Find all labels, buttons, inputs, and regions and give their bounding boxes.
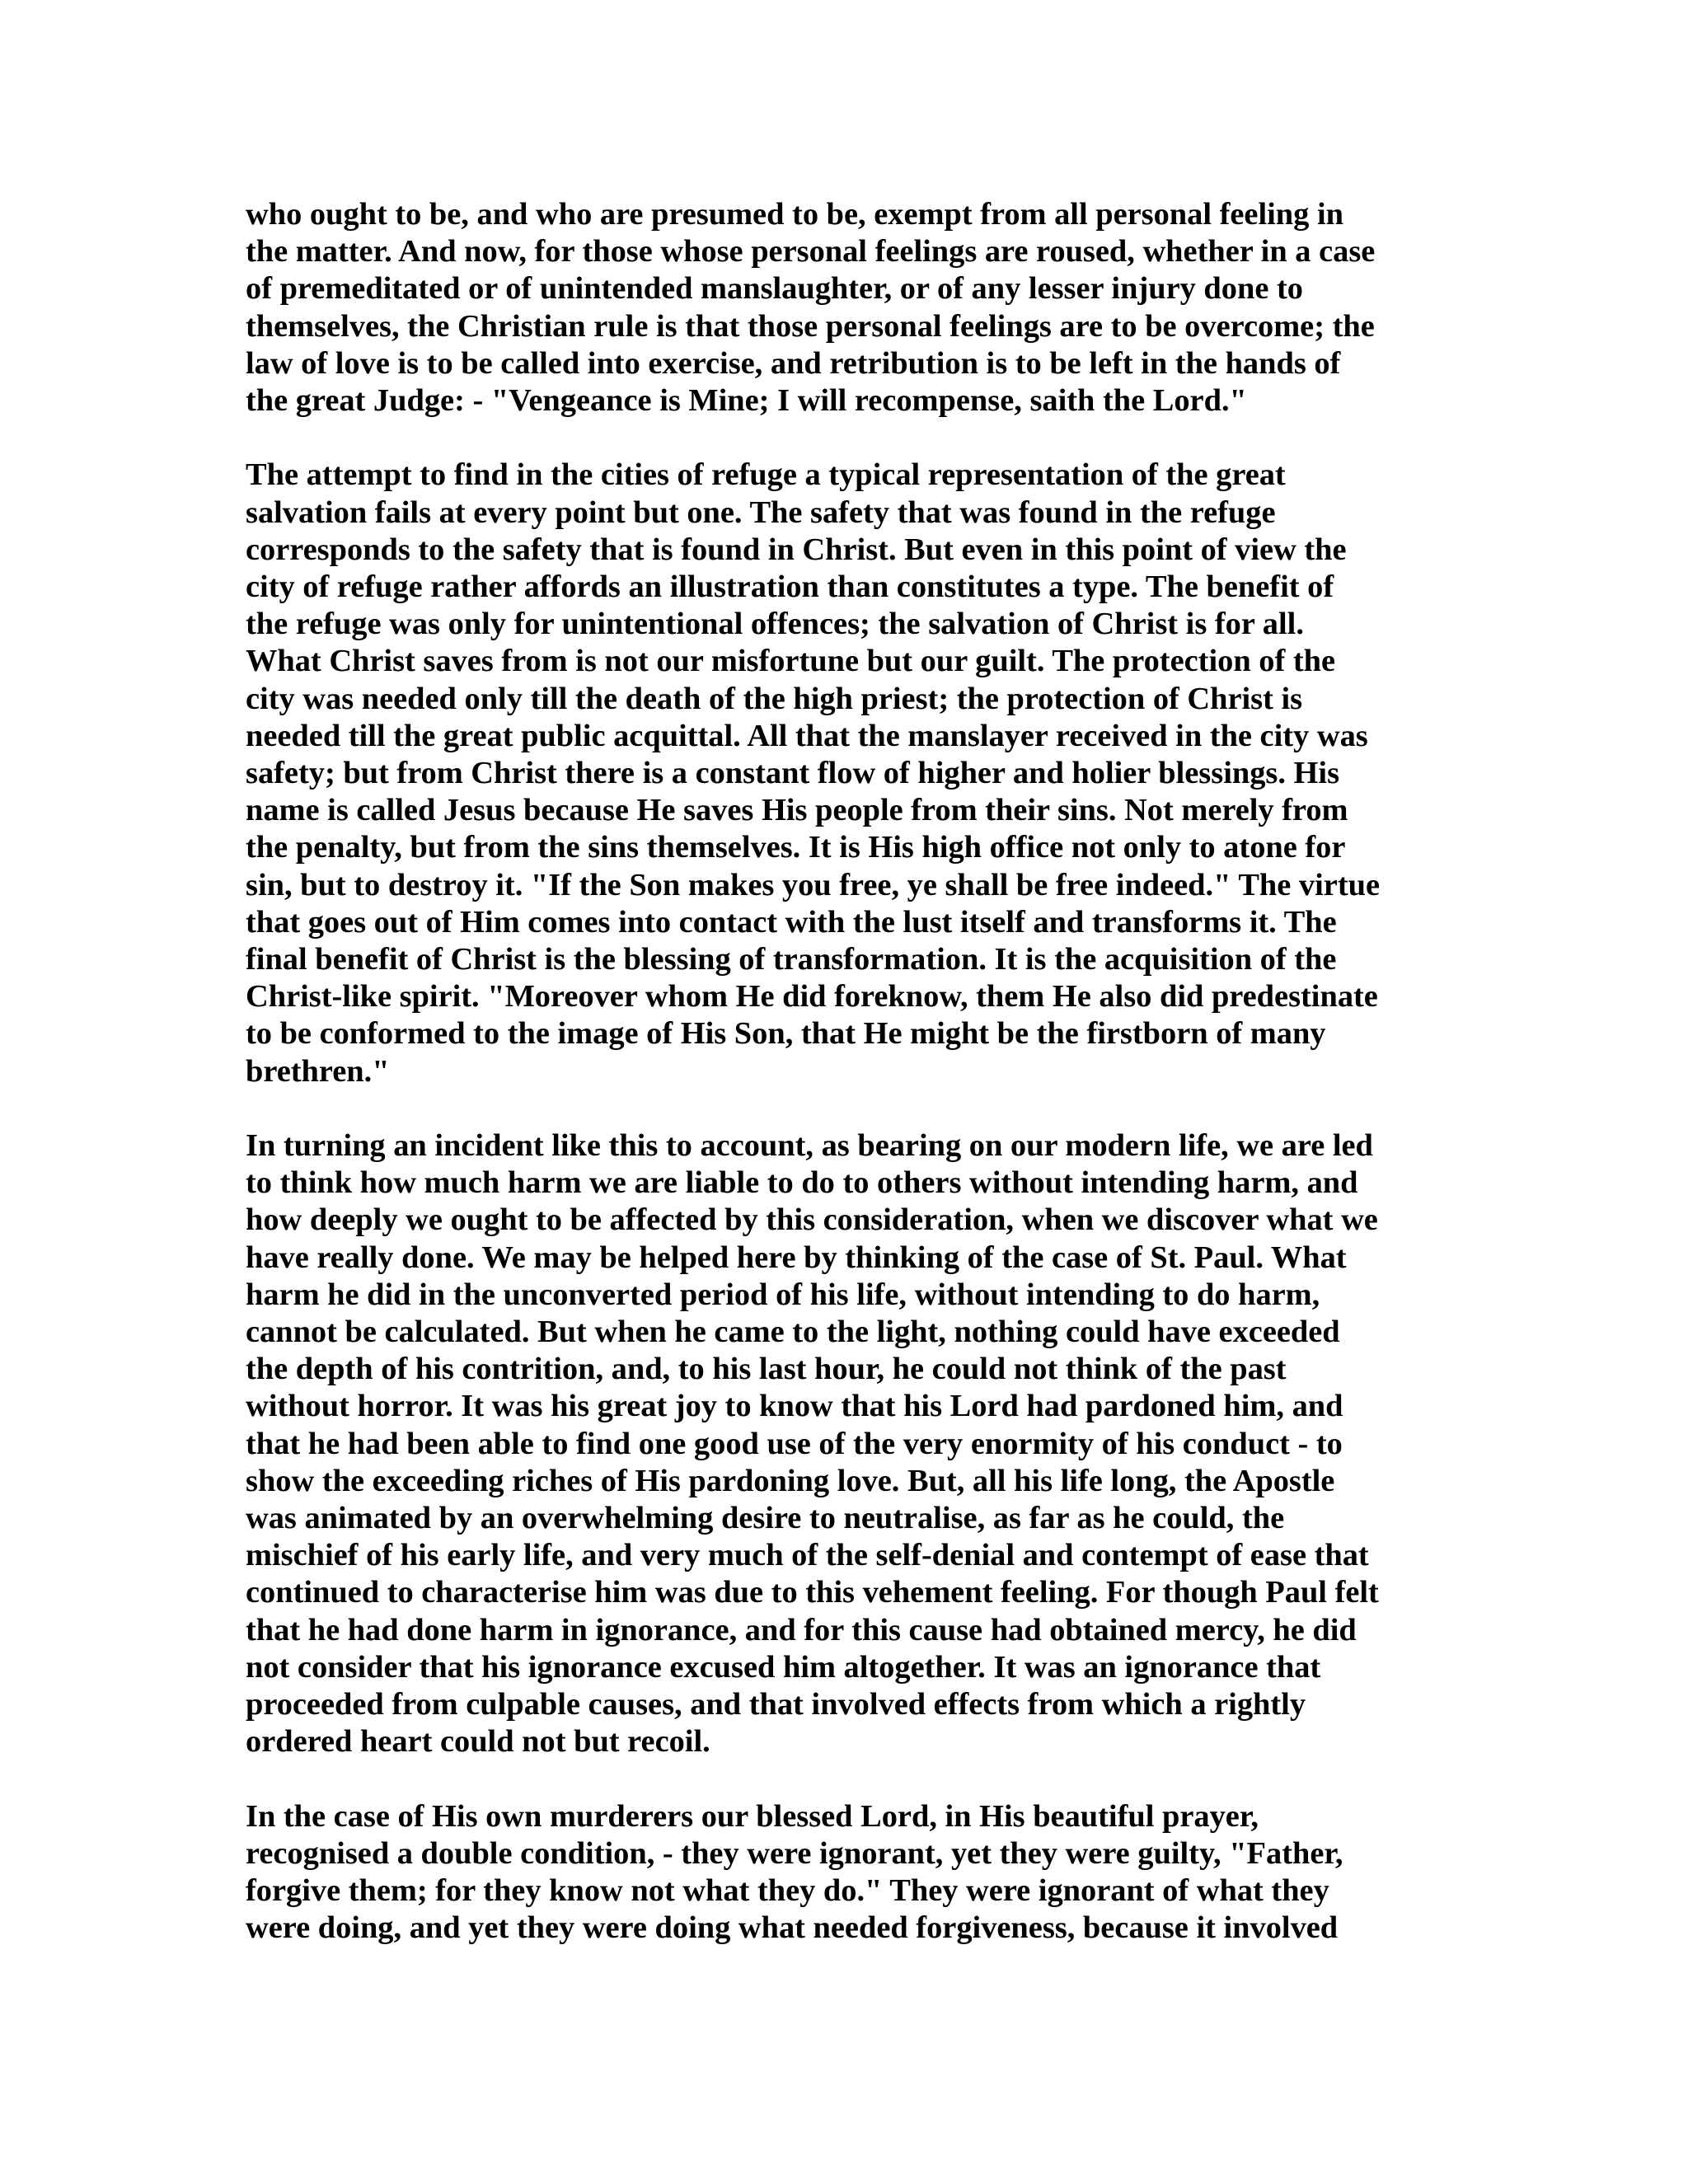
text-line: harm he did in the unconverted period of his life, without intending to do harm, (246, 1277, 1320, 1312)
text-line: recognised a double condition, - they were ignorant, yet they were guilty, "Father, (246, 1835, 1343, 1871)
text-line: city was needed only till the death of the high priest; the protection of Christ is (246, 681, 1303, 716)
text-line: law of love is to be called into exercise, and retribution is to be left in the hands of (246, 345, 1341, 381)
text-line: that goes out of Him comes into contact with the lust itself and transforms it. The (246, 904, 1337, 940)
text-line: without horror. It was his great joy to know that his Lord had pardoned him, and (246, 1389, 1343, 1424)
text-line: continued to characterise him was due to this vehement feeling. For though Paul felt (246, 1575, 1379, 1610)
paragraph-2 (246, 457, 1465, 1090)
body-text (246, 196, 1465, 1985)
text-line: safety; but from Christ there is a constant flow of higher and holier blessings. His (246, 756, 1340, 791)
text-line: of premeditated or of unintended manslaughter, or of any lesser injury done to (246, 271, 1303, 307)
text-line: final benefit of Christ is the blessing of transformation. It is the acquisition of the (246, 942, 1337, 977)
text-line: corresponds to the safety that is found in Christ. But even in this point of view the (246, 532, 1347, 567)
text-line: forgive them; for they know not what they do." They were ignorant of what they (246, 1873, 1329, 1909)
text-line: salvation fails at every point but one. The safety that was found in the refuge (246, 494, 1276, 530)
paragraph-1 (246, 196, 1465, 419)
text-line: brethren." (246, 1053, 390, 1089)
paragraph-4 (246, 1798, 1465, 1947)
text-line: that he had done harm in ignorance, and for this cause had obtained mercy, he did (246, 1612, 1357, 1647)
text-line: What Christ saves from is not our misfortune but our guilt. The protection of the (246, 644, 1336, 679)
text-line: sin, but to destroy it. "If the Son makes you free, ye shall be free indeed." The virtue (246, 867, 1380, 902)
text-line: to be conformed to the image of His Son, that He might be the firstborn of many (246, 1016, 1326, 1052)
text-line: mischief of his early life, and very much of the self-denial and contempt of ease that (246, 1538, 1369, 1573)
text-line: needed till the great public acquittal. All that the manslayer received in the city was (246, 718, 1368, 753)
text-line: was animated by an overwhelming desire to neutralise, as far as he could, the (246, 1501, 1285, 1536)
text-line: show the exceeding riches of His pardoning love. But, all his life long, the Apostle (246, 1463, 1335, 1498)
text-line: ordered heart could not but recoil. (246, 1724, 710, 1760)
text-line: to think how much harm we are liable to do to others without intending harm, and (246, 1165, 1358, 1201)
text-line: The attempt to find in the cities of refuge a typical representation of the great (246, 457, 1286, 493)
text-line: city of refuge rather affords an illustration than constitutes a type. The benefit of (246, 569, 1334, 605)
text-line: the depth of his contrition, and, to his last hour, he could not think of the past (246, 1352, 1287, 1387)
text-line: cannot be calculated. But when he came to the light, nothing could have exceeded (246, 1315, 1340, 1350)
text-line: proceeded from culpable causes, and that involved effects from which a rightly (246, 1687, 1306, 1722)
text-line: In turning an incident like this to account, as bearing on our modern life, we are led (246, 1128, 1373, 1164)
text-line: who ought to be, and who are presumed to be, exempt from all personal feeling in (246, 197, 1343, 232)
text-line: were doing, and yet they were doing what needed forgiveness, because it involved (246, 1910, 1339, 1946)
text-line: the great Judge: - "Vengeance is Mine; I will recompense, saith the Lord." (246, 383, 1247, 419)
text-line: have really done. We may be helped here by thinking of the case of St. Paul. What (246, 1240, 1347, 1275)
text-line: how deeply we ought to be affected by this consideration, when we discover what we (246, 1202, 1378, 1238)
text-line: themselves, the Christian rule is that those personal feelings are to be overcome; the (246, 308, 1375, 344)
text-line: the refuge was only for unintentional offences; the salvation of Christ is for all. (246, 607, 1304, 642)
text-line: that he had been able to find one good use of the very enormity of his conduct - to (246, 1426, 1343, 1461)
text-line: Christ-like spirit. "Moreover whom He did foreknow, them He also did predestinate (246, 979, 1378, 1015)
text-line: not consider that his ignorance excused him altogether. It was an ignorance that (246, 1649, 1321, 1685)
text-line: In the case of His own murderers our blessed Lord, in His beautiful prayer, (246, 1798, 1259, 1834)
text-line: the penalty, but from the sins themselves. It is His high office not only to atone for (246, 830, 1346, 865)
text-line: the matter. And now, for those whose personal feelings are roused, whether in a case (246, 234, 1376, 269)
text-line: name is called Jesus because He saves His people from their sins. Not merely from (246, 793, 1348, 828)
paragraph-3 (246, 1127, 1465, 1760)
